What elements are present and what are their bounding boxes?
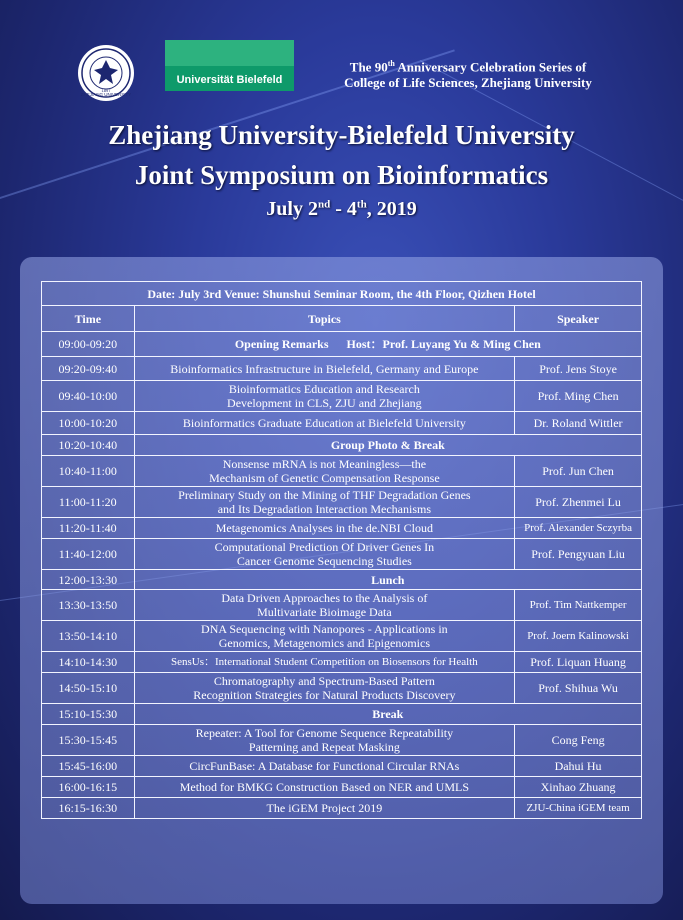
topic-cell [134, 673, 515, 704]
time-cell: 13:50-14:10 [42, 621, 135, 652]
topic-line: Cancer Genome Sequencing Studies [236, 554, 412, 568]
series-pre: The 90 [349, 59, 388, 75]
table-row [42, 590, 642, 621]
bielefeld-logo-text: Universität Bielefeld [176, 74, 283, 86]
speaker-cell: Dahui Hu [515, 756, 642, 777]
time-cell: 11:40-12:00 [42, 539, 135, 570]
speaker-cell: Prof. Zhenmei Lu [515, 487, 642, 518]
topic-cell [134, 518, 515, 539]
topic-line: Preliminary Study on the Mining of THF Degradation Genes [178, 488, 471, 502]
speaker-cell: Prof. Alexander Sczyrba [515, 518, 642, 539]
time-cell: 09:20-09:40 [42, 357, 135, 381]
speaker-cell: Cong Feng [515, 725, 642, 756]
topic-line: Method for BMKG Construction Based on NER and UMLS [179, 780, 470, 794]
table-row [42, 777, 642, 798]
zju-logo-text: ZHEJIANG UNIVERSITY [80, 92, 132, 97]
topic-line: Mechanism of Genetic Compensation Response [209, 471, 440, 485]
topic-line: Data Driven Approaches to the Analysis of [221, 591, 428, 605]
table-row [42, 704, 642, 725]
time-cell: 11:00-11:20 [42, 487, 135, 518]
topic-cell [134, 725, 515, 756]
topic-line: SensUs：International Student Competition on Biosensors for Health [171, 656, 478, 668]
symposium-title-line2: Joint Symposium on Bioinformatics [134, 160, 549, 190]
topic-cell [134, 590, 515, 621]
table-row [42, 570, 642, 590]
header-row [42, 306, 642, 332]
speaker-cell: Prof. Pengyuan Liu [515, 539, 642, 570]
symposium-title-line1: Zhejiang University-Bielefeld University [108, 120, 575, 150]
series-post: Anniversary Celebration Series of [394, 59, 587, 75]
speaker-cell: Prof. Liquan Huang [515, 652, 642, 673]
speaker-cell: Prof. Jens Stoye [515, 357, 642, 381]
table-row [42, 798, 642, 819]
speaker-cell: Dr. Roland Wittler [515, 412, 642, 435]
table-row [42, 652, 642, 673]
topic-cell [134, 539, 515, 570]
table-row [42, 673, 642, 704]
time-cell: 12:00-13:30 [42, 570, 135, 590]
table-row [42, 381, 642, 412]
topic-cell [134, 777, 515, 798]
time-cell: 10:20-10:40 [42, 435, 135, 456]
anniversary-series [310, 56, 626, 91]
speaker-header: Speaker [515, 306, 642, 332]
topic-line: Nonsense mRNA is not Meaningless—the [222, 457, 427, 471]
topic-line: Chromatography and Spectrum-Based Pattern [213, 674, 435, 688]
opening-cell: Opening Remarks Host：Prof. Luyang Yu & Ming Chen [134, 332, 641, 357]
topic-line: Bioinformatics Education and Research [228, 382, 420, 396]
topic-line: The iGEM Project 2019 [266, 801, 383, 815]
time-cell: 10:40-11:00 [42, 456, 135, 487]
bielefeld-logo-stripe [165, 40, 294, 66]
time-cell: 15:10-15:30 [42, 704, 135, 725]
break-cell: Break [134, 704, 641, 725]
table-row [42, 539, 642, 570]
date-sup2: th [356, 198, 367, 211]
venue-row [42, 282, 642, 306]
topic-line: Patterning and Repeat Masking [248, 740, 400, 754]
topic-cell [134, 412, 515, 435]
date-part2: - 4 [330, 198, 357, 220]
symposium-dates [0, 198, 683, 221]
topic-line: Multivariate Bioimage Data [257, 605, 392, 619]
time-cell: 11:20-11:40 [42, 518, 135, 539]
topic-line: Bioinformatics Graduate Education at Bielefeld University [182, 416, 466, 430]
topic-line: Metagenomics Analyses in the de.NBI Cloud [215, 521, 434, 535]
table-row [42, 357, 642, 381]
speaker-cell: Prof. Ming Chen [515, 381, 642, 412]
date-part3: , 2019 [366, 198, 417, 220]
speaker-cell: Prof. Jun Chen [515, 456, 642, 487]
topics-header: Topics [134, 306, 515, 332]
topic-cell [134, 357, 515, 381]
topic-cell [134, 756, 515, 777]
series-line2: College of Life Sciences, Zhejiang University [344, 75, 592, 91]
time-cell: 16:15-16:30 [42, 798, 135, 819]
table-row [42, 456, 642, 487]
topic-cell [134, 487, 515, 518]
time-cell: 13:30-13:50 [42, 590, 135, 621]
time-cell: 09:40-10:00 [42, 381, 135, 412]
topic-line: CircFunBase: A Database for Functional Circular RNAs [189, 759, 460, 773]
speaker-cell: Prof. Tim Nattkemper [515, 590, 642, 621]
topic-line: Computational Prediction Of Driver Genes In [214, 540, 435, 554]
topic-line: Recognition Strategies for Natural Products Discovery [193, 688, 456, 702]
table-row [42, 621, 642, 652]
break-cell: Lunch [134, 570, 641, 590]
table-row [42, 725, 642, 756]
zju-logo-year: 1897 [101, 88, 111, 93]
time-header: Time [42, 306, 135, 332]
break-cell: Group Photo & Break [134, 435, 641, 456]
topic-line: Bioinformatics Infrastructure in Bielefeld, Germany and Europe [170, 361, 479, 376]
date-part1: July 2 [266, 198, 318, 220]
speaker-cell: Prof. Shihua Wu [515, 673, 642, 704]
topic-cell [134, 381, 515, 412]
speaker-cell: ZJU-China iGEM team [515, 798, 642, 819]
bielefeld-logo [165, 40, 294, 91]
table-row [42, 487, 642, 518]
time-cell: 14:50-15:10 [42, 673, 135, 704]
topic-cell [134, 652, 515, 673]
time-cell: 15:45-16:00 [42, 756, 135, 777]
time-cell: 09:00-09:20 [42, 332, 135, 357]
table-row [42, 756, 642, 777]
topic-line: Repeater: A Tool for Genome Sequence Repeatability [195, 726, 454, 740]
zju-logo [77, 44, 135, 102]
time-cell: 15:30-15:45 [42, 725, 135, 756]
schedule-table [41, 281, 642, 819]
table-row [42, 412, 642, 435]
topic-cell [134, 621, 515, 652]
date-sup1: nd [317, 198, 331, 211]
speaker-cell: Xinhao Zhuang [515, 777, 642, 798]
table-row [42, 518, 642, 539]
table-row [42, 435, 642, 456]
topic-line: Development in CLS, ZJU and Zhejiang [227, 396, 422, 410]
topic-line: and Its Degradation Interaction Mechanisms [217, 502, 431, 516]
speaker-cell: Prof. Joern Kalinowski [515, 621, 642, 652]
time-cell: 14:10-14:30 [42, 652, 135, 673]
topic-line: Genomics, Metagenomics and Epigenomics [218, 636, 431, 650]
topic-cell [134, 456, 515, 487]
series-sup: th [387, 59, 395, 68]
topic-cell [134, 798, 515, 819]
venue-cell: Date: July 3rd Venue: Shunshui Seminar Room, the 4th Floor, Qizhen Hotel [42, 282, 642, 306]
time-cell: 10:00-10:20 [42, 412, 135, 435]
opening-row [42, 332, 642, 357]
topic-line: DNA Sequencing with Nanopores - Applications in [201, 622, 448, 636]
time-cell: 16:00-16:15 [42, 777, 135, 798]
